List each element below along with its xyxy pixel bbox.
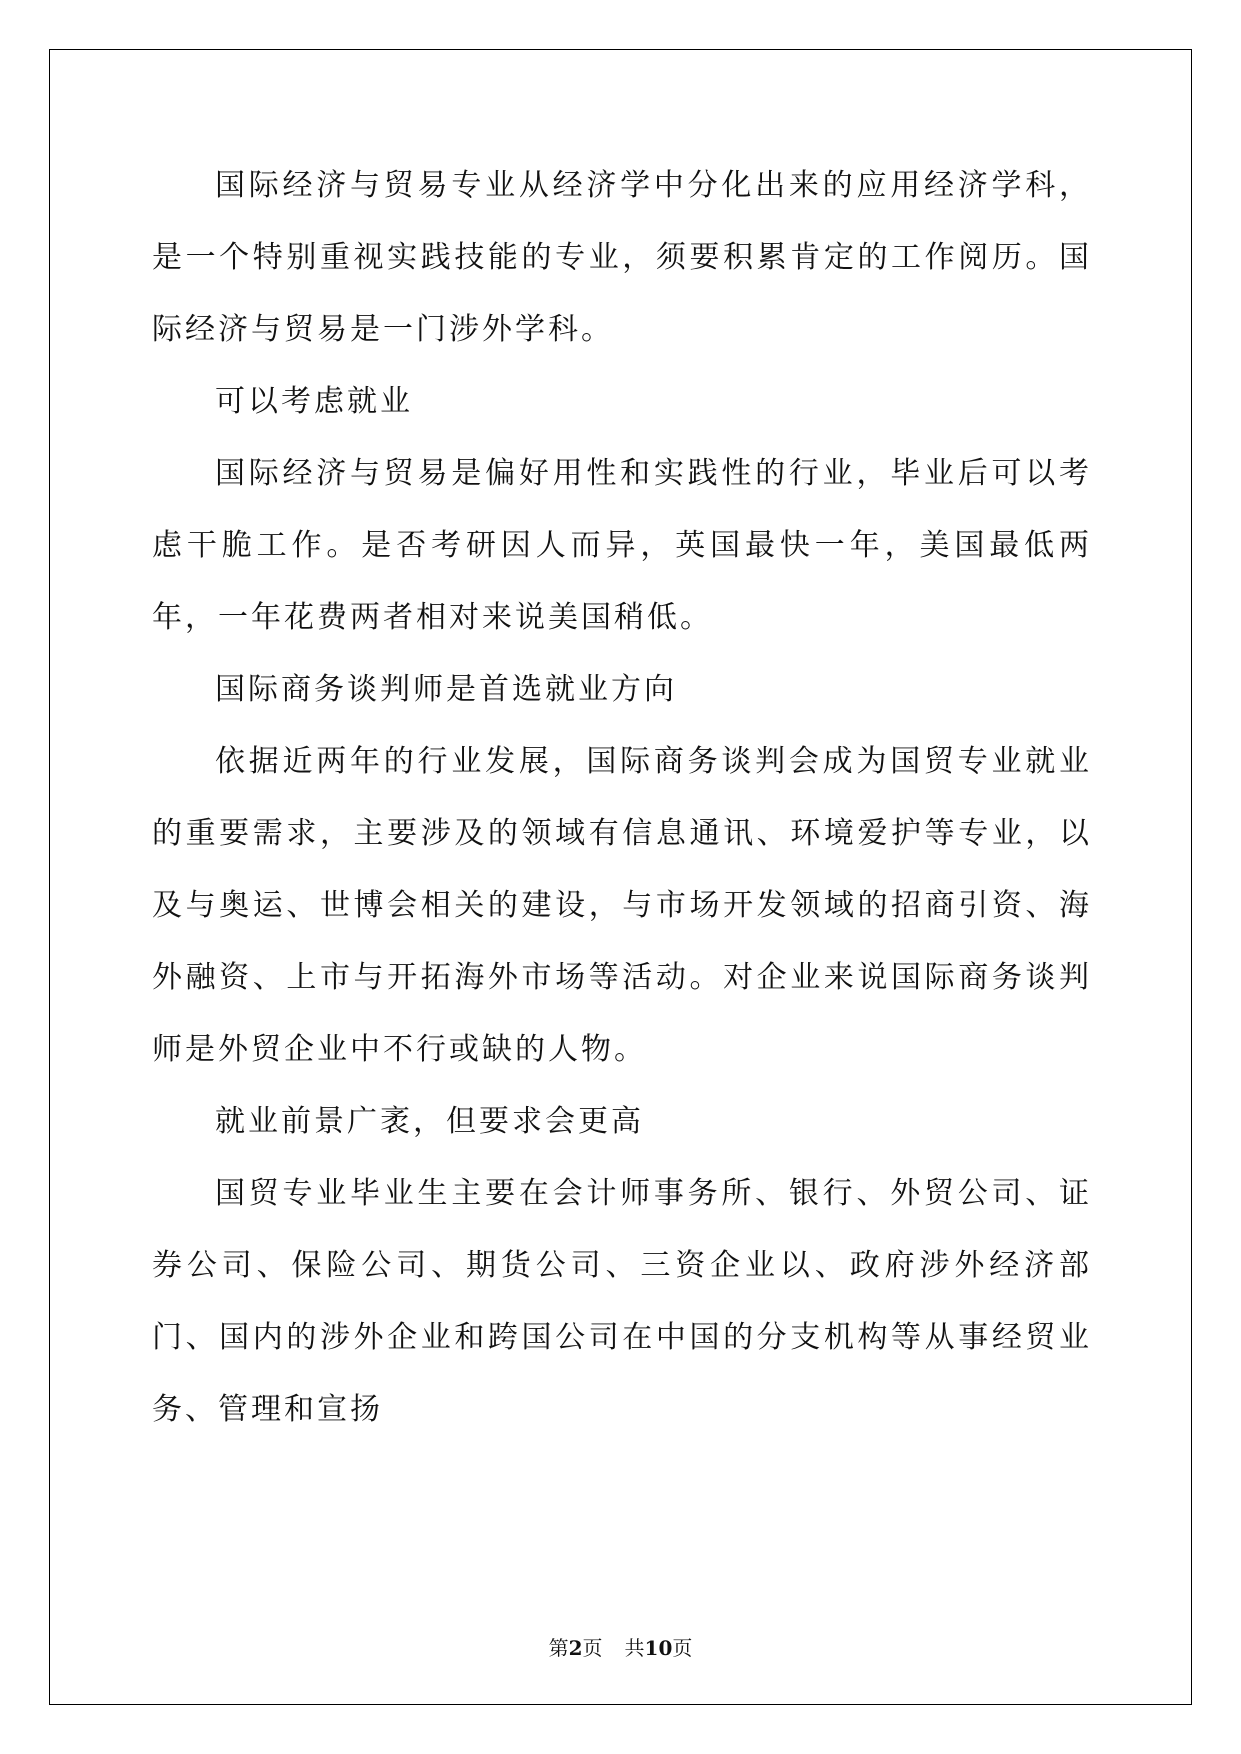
page-current: 2 [568, 1636, 583, 1660]
page-footer [0, 1632, 1241, 1661]
paragraph-negotiator: 依据近两年的行业发展，国际商务谈判会成为国贸专业就业的重要需求，主要涉及的领域有信息通讯、环境爱护等专业，以及与奥运、世博会相关的建设，与市场开发领域的招商引资、海外融资、上市与开拓海外市场等活动。对企业来说国际商务谈判师是外贸企业中不行或缺的人物。 [152, 744, 1092, 1067]
paragraph-employment: 国际经济与贸易是偏好用性和实践性的行业，毕业后可以考虑干脆工作。是否考研因人而异，英国最快一年，美国最低两年，一年花费两者相对来说美国稍低。 [152, 456, 1092, 635]
paragraph-prospects: 国贸专业毕业生主要在会计师事务所、银行、外贸公司、证券公司、保险公司、期货公司、三资企业以、政府涉外经济部门、国内的涉外企业和跨国公司在中国的分支机构等从事经贸业务、管理和宣扬 [152, 1176, 1092, 1427]
heading-employment: 可以考虑就业 [215, 384, 413, 419]
heading-negotiator: 国际商务谈判师是首选就业方向 [215, 672, 677, 707]
total-prefix: 共 [624, 1636, 645, 1660]
page-prefix: 第 [548, 1636, 569, 1660]
paragraph-intro: 国际经济与贸易专业从经济学中分化出来的应用经济学科，是一个特别重视实践技能的专业，须要积累肯定的工作阅历。国际经济与贸易是一门涉外学科。 [152, 168, 1092, 347]
total-suffix: 页 [672, 1636, 693, 1660]
page-total: 10 [644, 1636, 673, 1660]
page-suffix: 页 [582, 1636, 603, 1660]
heading-prospects: 就业前景广袤，但要求会更高 [215, 1104, 644, 1139]
document-body [152, 150, 1092, 1446]
